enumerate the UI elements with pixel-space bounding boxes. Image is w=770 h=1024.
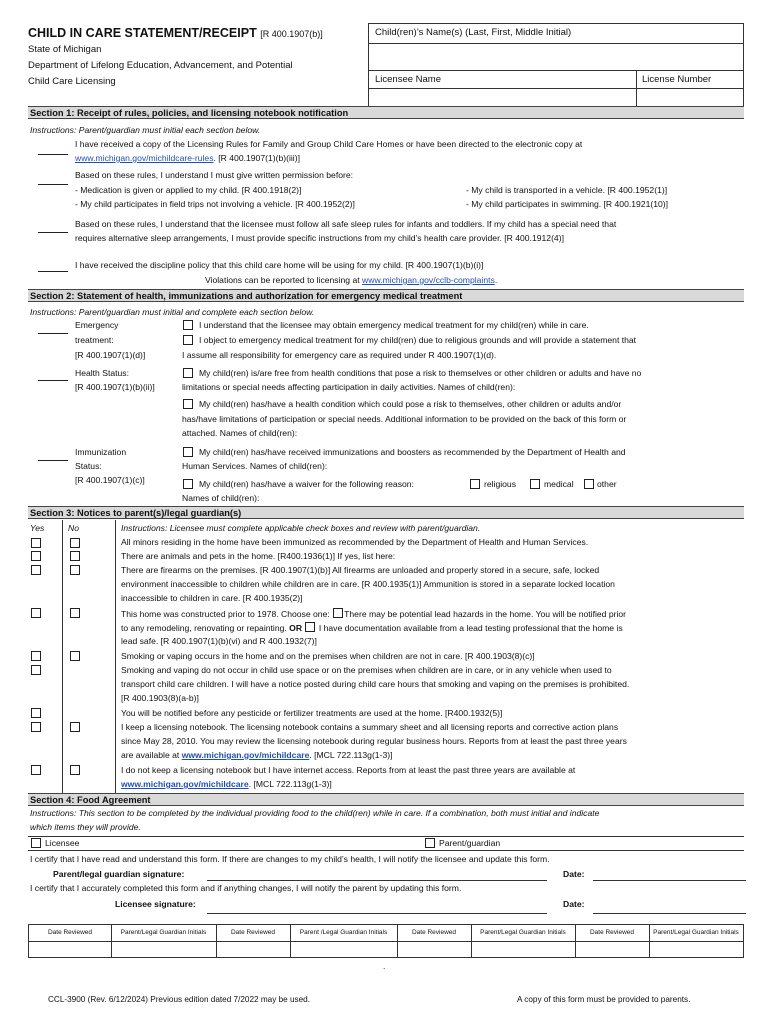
children-names-label: Child(ren)’s Name(s) (Last, First, Middle Initial) (375, 27, 572, 38)
lead-safe-checkbox[interactable] (305, 622, 315, 632)
immunization-label: Immunization (75, 447, 127, 457)
violations-text: Violations can be reported to licensing at (205, 275, 363, 285)
notice-pesticide: You will be notified before any pesticide or fertilizer treatments are used at the home. [R400.1932(5)] (121, 708, 503, 718)
review-initials-cell[interactable] (650, 942, 743, 957)
pesticide-yes[interactable] (31, 708, 41, 718)
review-initials-header: Parent/Legal Guardian Initials (480, 929, 566, 936)
notice-no-smoking: Smoking and vaping do not occur in child use space or on the premises when children are in care, or in any vehicle when used to (121, 665, 612, 675)
initial-field[interactable] (38, 271, 68, 272)
notice-no-smoking-3: [R 400.1903(8)(a-b)] (121, 693, 199, 703)
waiver-religious-checkbox[interactable] (470, 479, 480, 489)
notice-pets: There are animals and pets in the home. [R400.1936(1)] If yes, list here: (121, 551, 396, 561)
notice-lead-hazard: There may be potential lead hazards in the home. You will be notified prior (344, 609, 627, 619)
notice-lead-line3: lead safe. [R 400.1907(1)(b)(vi) and R 400.1932(7)] (121, 636, 317, 646)
rules-ref: . [R 400.1907(1)(b)(iii)] (213, 153, 300, 163)
immunization-label-2: Status: (75, 461, 102, 471)
children-names-field[interactable] (369, 44, 743, 69)
health-free-text: My child(ren) is/are free from health conditions that pose a risk to themselves or other children or adults and have no (199, 368, 642, 378)
form-title-text: CHILD IN CARE STATEMENT/RECEIPT (28, 26, 257, 40)
review-date-cell[interactable] (217, 942, 290, 957)
licensee-certification: I certify that I accurately completed this form and if anything changes, I will notify the parent by updating this form. (30, 883, 462, 893)
review-date-header: Date Reviewed (411, 929, 457, 936)
licensee-name-field[interactable] (369, 89, 635, 106)
food-parent-label: Parent/guardian (439, 838, 501, 848)
michildcare-link[interactable]: www.michigan.gov/michildcare (181, 750, 310, 760)
copy-notice-footer: A copy of this form must be provided to parents. (517, 995, 691, 1004)
section3-title: Section 3: Notices to parent(s)/legal guardian(s) (28, 506, 744, 519)
review-date-header: Date Reviewed (589, 929, 635, 936)
section2-title: Section 2: Statement of health, immunizations and authorization for emergency medical treatment (28, 289, 744, 302)
licensee-signature-label: Licensee signature: (115, 899, 196, 909)
food-parent-checkbox[interactable] (425, 838, 435, 848)
immunization-ref: [R 400.1907(1)(c)] (75, 475, 145, 485)
emergency-ref: [R 400.1907(1)(d)] (75, 350, 146, 360)
firearms-yes[interactable] (31, 565, 41, 575)
notice-lead-line2 (121, 621, 623, 635)
safe-sleep-line1: Based on these rules, I understand that the licensee must follow all safe sleep rules for infants and toddlers. If my child has a special need that (75, 219, 617, 229)
form-rule-ref: [R 400.1907(b)] (260, 29, 323, 39)
section1-title: Section 1: Receipt of rules, policies, and licensing notebook notification (28, 106, 744, 119)
rules-link[interactable]: www.michigan.gov/michildcare-rules (75, 153, 214, 163)
food-licensee-checkbox[interactable] (31, 838, 41, 848)
state-name: State of Michigan (28, 44, 102, 55)
licensee-signature-field[interactable] (207, 913, 547, 914)
waiver-checkbox[interactable] (183, 479, 193, 489)
initial-field[interactable] (38, 154, 68, 155)
waiver-text: My child(ren) has/have a waiver for the following reason: (199, 479, 414, 489)
violations-line (205, 274, 497, 287)
notice-notebook-ref: . [MCL 722.113g(1-3)] (309, 750, 393, 760)
waiver-other-label: other (597, 479, 617, 489)
section2-instructions: Instructions: Parent/guardian must initial and complete each section below. (30, 307, 315, 317)
emergency-consent-checkbox[interactable] (183, 320, 193, 330)
pre-1978-yes[interactable] (31, 608, 41, 618)
parent-date-field[interactable] (593, 880, 746, 881)
pets-no[interactable] (70, 551, 80, 561)
no-notebook-no[interactable] (70, 765, 80, 775)
form-number-footer: CCL-3900 (Rev. 6/12/2024) Previous edition dated 7/2022 may be used. (48, 995, 311, 1004)
permission-intro: Based on these rules, I understand I must give written permission before: (75, 170, 354, 180)
notice-no-notebook: I do not keep a licensing notebook but I have internet access. Reports from at least the past three years are available at (121, 765, 576, 775)
health-free-text-2: limitations or special needs affecting participation in daily activities. Names of child(ren): (182, 382, 516, 392)
immunized-text-2: Human Services. Names of child(ren): (182, 461, 328, 471)
emergency-label-2: treatment: (75, 335, 114, 345)
notice-notebook-3 (121, 749, 392, 762)
notice-notebook-available: are available at (121, 750, 182, 760)
michildcare-link-2[interactable]: www.michigan.gov/michildcare (121, 779, 249, 789)
review-initials-header: Parent/Legal Guardian Initials (120, 929, 207, 936)
health-condition-text-2: has/have limitations of participation or special needs. Additional information to be provided on the back of this form or (182, 414, 627, 424)
notice-firearms: There are firearms on the premises. [R 400.1907(1)(b)] All firearms are unloaded and properly stored in a secure, safe, locked (121, 565, 600, 575)
smoking-no[interactable] (70, 651, 80, 661)
emergency-object-checkbox[interactable] (183, 335, 193, 345)
immunized-minors-no[interactable] (70, 538, 80, 548)
safe-sleep-line2: requires alternative sleep arrangements, I must provide specific instructions from my child’s health care provider. [R 400.1912(4)] (75, 233, 564, 243)
initial-field[interactable] (38, 184, 68, 185)
review-initials-header: Parent/Legal Guardian Initials (653, 929, 739, 936)
no-column-label: No (68, 523, 79, 533)
notebook-yes[interactable] (31, 722, 41, 732)
form-title (28, 26, 323, 40)
no-smoking-yes[interactable] (31, 665, 41, 675)
rules-copy-link-line (75, 152, 300, 165)
waiver-other-checkbox[interactable] (584, 479, 594, 489)
waiver-religious-label: religious (484, 479, 517, 489)
notice-notebook: I keep a licensing notebook. The licensing notebook contains a summary sheet and all licensing reports and corrective action plans (121, 722, 619, 732)
parent-certification: I certify that I have read and understand this form. If there are changes to my child’s health, I will notify the licensee and update this form. (30, 854, 550, 864)
notice-smoking: Smoking or vaping occurs in the home and on the premises when children are not in care. [R 400.1903(8)(c)] (121, 651, 535, 661)
license-number-label: License Number (642, 74, 712, 85)
waiver-medical-checkbox[interactable] (530, 479, 540, 489)
immunized-minors-yes[interactable] (31, 538, 41, 548)
parent-signature-label: Parent/legal guardian signature: (53, 869, 185, 879)
notice-lead-or: OR (289, 623, 303, 633)
waiver-medical-label: medical (544, 479, 574, 489)
notice-lead-line1 (121, 607, 626, 621)
lead-hazard-checkbox[interactable] (333, 608, 343, 618)
notice-no-notebook-ref: . [MCL 722.113g(1-3)] (248, 779, 332, 789)
notice-lead-remodel: to any remodeling, renovating or repainting. (121, 623, 287, 633)
yes-column-label: Yes (30, 523, 45, 533)
waiver-names-label: Names of child(ren): (182, 493, 260, 503)
review-initials-cell[interactable] (291, 942, 397, 957)
review-date-header: Date Reviewed (47, 929, 93, 936)
notice-lead-intro: This home was constructed prior to 1978. Choose one: (121, 609, 330, 619)
emergency-label: Emergency (75, 320, 119, 330)
health-free-checkbox[interactable] (183, 368, 193, 378)
permission-swimming: - My child participates in swimming. [R 400.1921(10)] (466, 199, 669, 209)
section3-instructions: Instructions: Licensee must complete applicable check boxes and review with parent/guardian. (121, 523, 481, 533)
notice-immunized-minors: All minors residing in the home have been immunized as recommended by the Department of Health and Human Services. (121, 537, 589, 547)
initial-field[interactable] (38, 232, 68, 233)
rules-copy-text: I have received a copy of the Licensing Rules for Family and Group Child Care Homes or have been directed to the electronic copy at (75, 139, 583, 149)
review-initials-header: Parent /Legal Guardian Initials (299, 929, 388, 936)
review-table (28, 924, 744, 958)
permission-field-trips: - My child participates in field trips not involving a vehicle. [R 400.1952(2)] (75, 199, 355, 209)
initial-field[interactable] (38, 333, 68, 334)
health-status-label: Health Status: (75, 368, 129, 378)
no-notebook-yes[interactable] (31, 765, 41, 775)
review-date-cell[interactable] (29, 942, 111, 957)
discipline-policy-text: I have received the discipline policy that this child care home will be using for my child. [R 400.1907(1)(b)(i)] (75, 260, 484, 270)
licensee-date-field[interactable] (593, 913, 746, 914)
notice-no-smoking-2: transport child care children. I will have a notice posted during child care hours that smoking and vaping on the premises is prohibited. (121, 679, 630, 689)
license-number-field[interactable] (637, 89, 743, 106)
complaints-link[interactable]: www.michigan.gov/cclb-complaints (362, 275, 495, 285)
notice-no-notebook-2 (121, 778, 332, 791)
section1-instructions: Instructions: Parent/guardian must initial each section below. (30, 125, 261, 135)
initial-field[interactable] (38, 460, 68, 461)
emergency-object-text: I object to emergency medical treatment for my child(ren) due to religious grounds and will provide a statement that (199, 335, 637, 345)
food-licensee-label: Licensee (45, 838, 80, 848)
notice-notebook-2: since May 28, 2010. You may review the licensing notebook during regular business hours. Reports from at least the past three years (121, 736, 627, 746)
notice-firearms-2: environment inaccessible to children while children are in care. [R 400.1935(1)] Ammunition is stored in a separate locked location (121, 579, 615, 589)
emergency-consent-text: I understand that the licensee may obtain emergency medical treatment for my child(ren) while in care. (199, 320, 589, 330)
section4-instructions: Instructions: This section to be completed by the individual providing food to the child(ren) while in care. If a combination, both must initial and indicate (30, 808, 600, 818)
review-initials-cell[interactable] (472, 942, 575, 957)
section4-title: Section 4: Food Agreement (28, 793, 744, 806)
smoking-yes[interactable] (31, 651, 41, 661)
violations-end: . (494, 275, 498, 285)
licensee-name-label: Licensee Name (375, 74, 442, 85)
health-condition-text: My child(ren) has/have a health condition which could pose a risk to themselves, other children or adults and/or (199, 399, 622, 409)
notebook-no[interactable] (70, 722, 80, 732)
permission-transport: - My child is transported in a vehicle. [R 400.1952(1)] (466, 185, 668, 195)
review-initials-cell[interactable] (112, 942, 216, 957)
initial-field[interactable] (38, 380, 68, 381)
department-name: Department of Lifelong Education, Advancement, and Potential (28, 60, 293, 71)
health-condition-text-3: attached. Names of child(ren): (182, 428, 298, 438)
parent-signature-field[interactable] (207, 880, 547, 881)
firearms-no[interactable] (70, 565, 80, 575)
immunized-text: My child(ren) has/have received immunizations and boosters as recommended by the Department of Health and (199, 447, 626, 457)
page-dot: . (383, 961, 386, 971)
division-name: Child Care Licensing (28, 76, 116, 87)
pre-1978-no[interactable] (70, 608, 80, 618)
review-date-cell[interactable] (576, 942, 649, 957)
notice-firearms-3: inaccessible to children in care. [R 400.1935(2)] (121, 593, 303, 603)
section4-instructions-2: which items they will provide. (30, 822, 141, 832)
pets-yes[interactable] (31, 551, 41, 561)
review-date-cell[interactable] (398, 942, 471, 957)
health-status-ref: [R 400.1907(1)(b)(ii)] (75, 382, 155, 392)
immunized-checkbox[interactable] (183, 447, 193, 457)
emergency-object-text-2: I assume all responsibility for emergency care as required under R 400.1907(1)(d). (182, 350, 497, 360)
health-condition-checkbox[interactable] (183, 399, 193, 409)
parent-date-label: Date: (563, 869, 585, 879)
notice-lead-documentation: I have documentation available from a lead testing professional that the home is (318, 623, 623, 633)
permission-medication: - Medication is given or applied to my child. [R 400.1918(2)] (75, 185, 302, 195)
licensee-date-label: Date: (563, 899, 585, 909)
review-date-header: Date Reviewed (230, 929, 276, 936)
